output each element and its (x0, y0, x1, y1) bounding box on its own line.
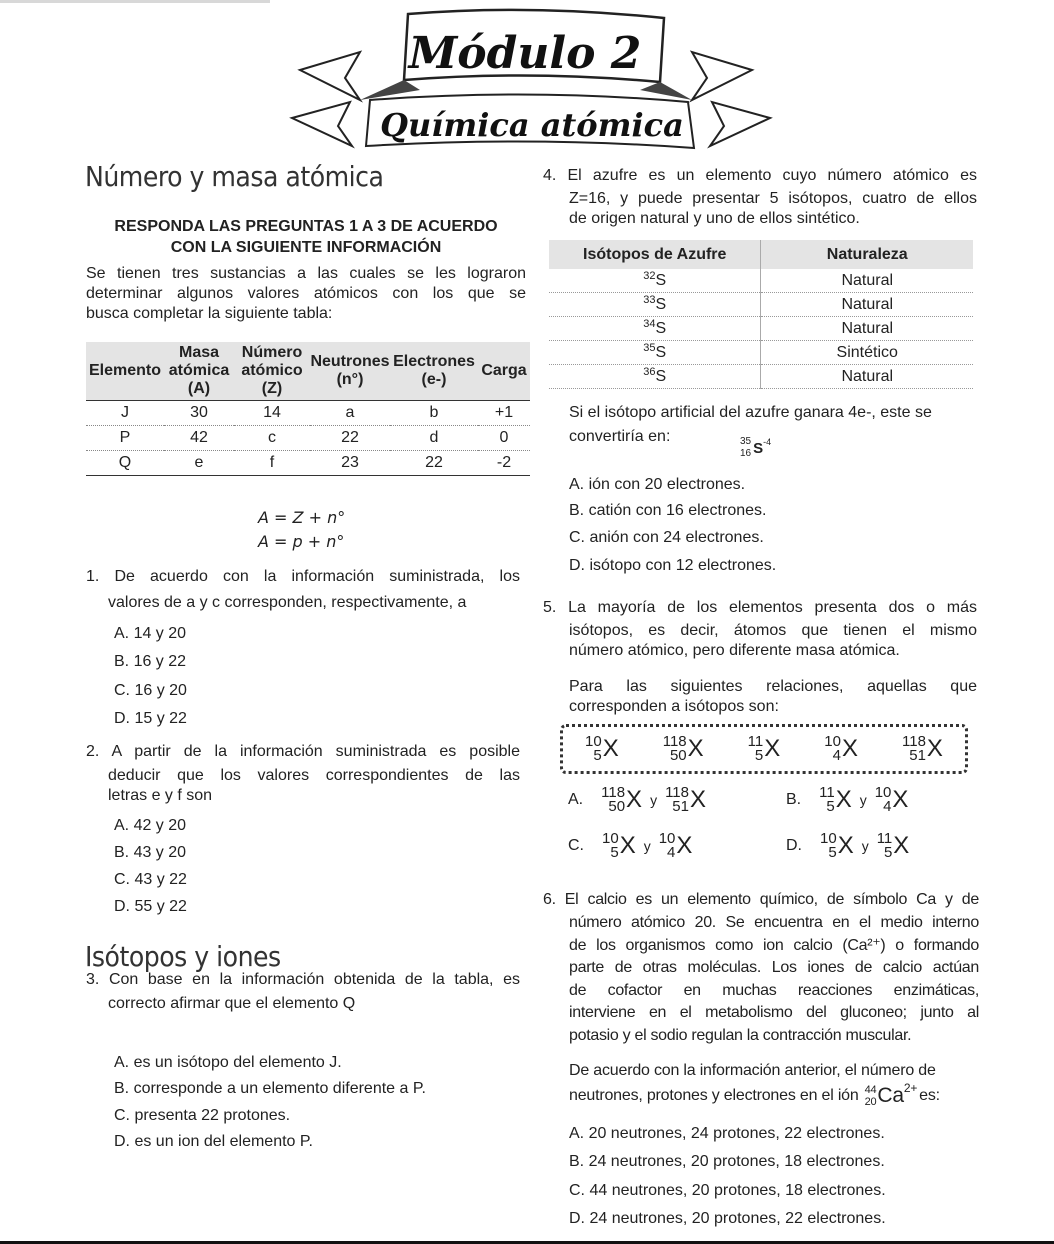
element-table (86, 342, 530, 476)
q3-option-a[interactable]: A. es un isótopo del elemento J. (114, 1054, 342, 1071)
isotope-cell (549, 269, 761, 293)
mass-number: 118 (662, 733, 687, 750)
conjunction: y (643, 838, 651, 854)
ion-charge: 2+ (903, 1081, 918, 1095)
header-line: (Z) (261, 379, 283, 397)
question-stem-line: 3. Con base en la información obtenida de la tabla, es (86, 971, 520, 988)
table-cell: J (86, 400, 164, 425)
atomic-number: 50 (608, 798, 626, 815)
q3-option-b[interactable]: B. corresponde a un elemento diferente a P. (114, 1080, 426, 1097)
header-line: (A) (187, 379, 211, 397)
header-line: (n°) (336, 370, 364, 388)
instruction-line: CON LA SIGUIENTE INFORMACIÓN (170, 239, 442, 256)
q2-option-b[interactable]: B. 43 y 20 (114, 844, 187, 861)
nuclide (820, 832, 854, 860)
question-stem-line: 1. De acuerdo con la información suministrada, los (86, 568, 520, 585)
header-line: Neutrones (310, 352, 390, 370)
table-cell: b (390, 400, 478, 425)
question-3-stem-line2: correcto afirmar que el elemento Q (108, 995, 356, 1012)
intro-paragraph (86, 264, 526, 324)
col-header-nature: Naturaleza (826, 245, 908, 263)
q5-option-d[interactable] (786, 832, 909, 860)
nuclide (824, 735, 858, 763)
element-symbol: X (926, 735, 943, 762)
ion-mass: 35 (740, 436, 752, 447)
question-stem-line: 2. A partir de la información suministrada es posible (86, 743, 520, 760)
mass-number: 10 (585, 733, 602, 750)
question-1-stem-line2: valores de a y c corresponden, respectivamente, a (108, 594, 467, 611)
question-stem-line: Z=16, y puede presentar 5 isótopos, cuatro de ellos (569, 190, 977, 207)
q3-option-c[interactable]: C. presenta 22 protones. (114, 1107, 291, 1124)
q6-option-c[interactable]: C. 44 neutrones, 20 protones, 18 electrones. (569, 1182, 886, 1199)
atomic-number: 5 (826, 798, 835, 815)
mass-number: 10 (820, 830, 837, 847)
nature-cell: Natural (761, 293, 973, 317)
q2-option-d[interactable]: D. 55 y 22 (114, 898, 187, 915)
element-symbol: X (893, 832, 910, 859)
element-symbol: X (764, 735, 781, 762)
col-header-electrones (390, 342, 478, 400)
question-2-stem (108, 766, 520, 806)
table-cell: 0 (478, 425, 530, 450)
q4-question-line1: Si el isótopo artificial del azufre ganara 4e-, este se (569, 404, 932, 421)
table-cell: 42 (164, 425, 234, 450)
q6-question-line1: De acuerdo con la información anterior, el número de (569, 1062, 936, 1079)
mass-number: 10 (658, 830, 676, 847)
question-stem-line: número atómico, pero diferente masa atómica. (569, 642, 900, 659)
question-stem-line: número atómico 20. Se encuentra en el medio interno (569, 914, 979, 931)
q3-option-d[interactable]: D. es un ion del elemento P. (114, 1133, 313, 1150)
question-2 (86, 742, 520, 762)
table-cell: 23 (310, 450, 390, 475)
col-header-elemento: Elemento (86, 342, 164, 400)
table-row (86, 425, 530, 450)
mass-number: 11 (747, 733, 764, 750)
q1-option-c[interactable]: C. 16 y 20 (114, 682, 187, 699)
question-text: es: (919, 1087, 940, 1104)
table-row (549, 317, 973, 341)
question-6 (543, 890, 979, 910)
atomic-number: 51 (672, 798, 689, 815)
atomic-number: 5 (754, 747, 764, 764)
formula-mass-p: A = p + n° (258, 532, 345, 551)
header-line: Masa (178, 343, 220, 361)
nuclide (748, 735, 781, 763)
question-1 (86, 567, 520, 587)
table-cell: d (390, 425, 478, 450)
instruction-heading (86, 216, 526, 258)
element-symbol: X (689, 786, 706, 813)
q2-option-c[interactable]: C. 43 y 22 (114, 871, 187, 888)
conjunction: y (650, 792, 658, 808)
element-symbol: X (835, 786, 852, 813)
instruction-line: RESPONDA LAS PREGUNTAS 1 A 3 DE ACUERDO (114, 218, 498, 235)
nuclide (601, 786, 642, 814)
intro-line: busca completar la siguiente tabla: (86, 305, 333, 322)
ion-symbol: Ca (877, 1084, 904, 1107)
table-cell: f (234, 450, 310, 475)
module-subtitle: Química atómica (380, 106, 684, 144)
isotope-table (549, 240, 973, 389)
nuclide (902, 735, 943, 763)
q1-option-a[interactable]: A. 14 y 20 (114, 625, 187, 642)
mass-number: 36 (643, 365, 656, 378)
col-header-neutrones (310, 342, 390, 400)
element-symbol: X (676, 832, 693, 859)
isotope-cell (549, 341, 761, 365)
col-header-carga: Carga (478, 342, 530, 400)
question-stem-line: 4. El azufre es un elemento cuyo número atómico es (543, 167, 977, 184)
element-symbol: X (837, 832, 854, 859)
mass-number: 35 (643, 341, 656, 354)
table-row (86, 400, 530, 425)
question-stem-line: letras e y f son (108, 787, 213, 804)
option-letter: B. (786, 791, 802, 808)
q6-question-line2 (569, 1081, 940, 1108)
q6-option-d[interactable]: D. 24 neutrones, 20 protones, 22 electrones. (569, 1210, 886, 1227)
conjunction: y (861, 838, 869, 854)
question-stem-line: deducir que los valores correspondientes de las (108, 767, 520, 784)
intro-line: determinar algunos valores atómicos con los que se (86, 285, 526, 302)
header-line: Electrones (393, 352, 475, 370)
nuclide (877, 832, 910, 860)
table-cell: Q (86, 450, 164, 475)
table-row (549, 365, 973, 389)
mass-number: 32 (643, 269, 656, 282)
q4-option-b[interactable]: B. catión con 16 electrones. (569, 502, 767, 519)
intro-line: Se tienen tres sustancias a las cuales se les lograron (86, 265, 526, 282)
sulfur-ion (740, 436, 771, 460)
q4-option-c[interactable]: C. anión con 24 electrones. (569, 529, 764, 546)
header-line: Número (241, 343, 303, 361)
table-row (549, 293, 973, 317)
question-stem-line: de cofactor en muchas reacciones enzimáticas, (569, 981, 979, 999)
isotope-cell (549, 317, 761, 341)
element-symbol: X (626, 786, 643, 813)
question-stem-line: 5. La mayoría de los elementos presenta dos o más (543, 599, 977, 616)
element-symbol: S (655, 295, 667, 313)
isotope-cell (549, 293, 761, 317)
nuclide (875, 786, 909, 814)
question-stem-line: parte de otras moléculas. Los iones de calcio actúan (569, 959, 979, 976)
ion-z: 16 (740, 448, 752, 459)
nuclides-box (560, 724, 968, 774)
q6-option-b[interactable]: B. 24 neutrones, 20 protones, 18 electrones. (569, 1153, 885, 1170)
q1-option-d[interactable]: D. 15 y 22 (114, 710, 187, 727)
table-cell: c (234, 425, 310, 450)
atomic-number: 5 (828, 844, 837, 861)
table-cell: e (164, 450, 234, 475)
table-cell: 22 (310, 425, 390, 450)
mass-number: 34 (643, 317, 656, 330)
mass-number: 118 (665, 784, 689, 801)
table-row (549, 269, 973, 293)
question-stem-line: de los organismos como ion calcio (Ca²⁺) o formando (569, 936, 979, 954)
col-header-isotopes: Isótopos de Azufre (549, 240, 761, 269)
table-cell: 14 (234, 400, 310, 425)
ion-numbers (865, 1084, 877, 1108)
table-row (86, 450, 530, 475)
question-sub-line: Para las siguientes relaciones, aquellas que (569, 678, 977, 695)
nuclide (659, 832, 693, 860)
nature-cell: Natural (761, 317, 973, 341)
question-5-sub (569, 677, 977, 717)
table-cell: 22 (390, 450, 478, 475)
q4-option-d[interactable]: D. isótopo con 12 electrones. (569, 557, 777, 574)
atomic-number: 5 (883, 844, 893, 861)
q4-question-line2: convertiría en: (569, 428, 671, 445)
nuclide (819, 786, 852, 814)
question-stem-line: de origen natural y uno de ellos sintético. (569, 210, 860, 227)
table-cell: +1 (478, 400, 530, 425)
atomic-number: 4 (883, 798, 892, 815)
ion-symbol: S (753, 439, 764, 457)
module-title: Módulo 2 (408, 28, 642, 79)
element-symbol: X (687, 735, 704, 762)
element-symbol: S (655, 367, 667, 385)
ion-numbers (740, 436, 751, 460)
nuclide (663, 735, 704, 763)
q4-option-a[interactable]: A. ión con 20 electrones. (569, 476, 746, 493)
header-line: (e-) (421, 370, 447, 388)
atomic-number: 4 (667, 844, 676, 861)
option-letter: A. (568, 791, 584, 808)
question-5 (543, 598, 977, 618)
question-6-stem (569, 912, 979, 1047)
question-4-stem (569, 189, 977, 229)
atomic-number: 51 (909, 747, 926, 764)
table-row (549, 341, 973, 365)
question-stem-line: 6. El calcio es un elemento químico, de símbolo Ca y de (543, 891, 979, 908)
atomic-number: 5 (593, 747, 602, 764)
mass-number: 11 (876, 830, 893, 847)
element-symbol: X (841, 735, 858, 762)
header-line: atómico (241, 361, 303, 379)
table-cell: a (310, 400, 390, 425)
table-cell: 30 (164, 400, 234, 425)
ion-z: 20 (864, 1096, 877, 1108)
col-header-masa (164, 342, 234, 400)
conjunction: y (859, 792, 867, 808)
mass-number: 10 (874, 784, 892, 801)
mass-number: 118 (902, 733, 926, 750)
element-symbol: X (602, 735, 619, 762)
mass-number: 11 (819, 784, 835, 801)
q1-option-b[interactable]: B. 16 y 22 (114, 653, 187, 670)
element-symbol: X (619, 832, 636, 859)
question-5-stem (569, 621, 977, 661)
q5-option-c[interactable] (568, 832, 692, 860)
mass-number: 10 (824, 733, 841, 750)
question-text: neutrones, protones y electrones en el ión (569, 1087, 859, 1104)
option-letter: D. (786, 837, 802, 854)
ion-mass: 44 (864, 1084, 877, 1096)
col-header-numero (234, 342, 310, 400)
q6-option-a[interactable]: A. 20 neutrones, 24 protones, 22 electrones. (569, 1125, 885, 1142)
question-stem-line: interviene en el metabolismo del gluconeo; junto al (569, 1004, 979, 1021)
question-stem-line: potasio y el sodio regulan la contracción muscular. (569, 1026, 912, 1044)
mass-number: 33 (643, 293, 656, 306)
element-symbol: X (892, 786, 909, 813)
option-letter: C. (568, 837, 584, 854)
element-symbol: S (655, 271, 667, 289)
atomic-number: 50 (669, 747, 687, 764)
atomic-number: 5 (610, 844, 619, 861)
nature-cell: Sintético (761, 341, 973, 365)
nuclide (602, 832, 636, 860)
isotope-cell (549, 365, 761, 389)
q5-option-b[interactable] (786, 786, 908, 814)
mass-number: 118 (601, 784, 626, 801)
formula-mass-z: A = Z + n° (258, 508, 346, 527)
section-title-number-mass: Número y masa atómica (85, 160, 384, 193)
question-3 (86, 970, 520, 990)
table-cell: -2 (478, 450, 530, 475)
question-stem-line: isótopos, es decir, átomos que tienen el mismo (569, 622, 977, 639)
table-cell: P (86, 425, 164, 450)
question-sub-line: corresponden a isótopos son: (569, 698, 779, 715)
atomic-number: 4 (832, 747, 841, 764)
nuclide (665, 786, 706, 814)
header-line: atómica (168, 361, 230, 379)
calcium-ion (864, 1081, 918, 1108)
nature-cell: Natural (761, 269, 973, 293)
element-symbol: S (655, 343, 667, 361)
q2-option-a[interactable]: A. 42 y 20 (114, 817, 187, 834)
mass-number: 10 (602, 830, 619, 847)
ion-charge: -4 (763, 437, 772, 447)
q5-option-a[interactable] (568, 786, 706, 814)
section-title-isotopes: Isótopos y iones (85, 940, 281, 973)
question-4 (543, 166, 977, 186)
element-symbol: S (655, 319, 667, 337)
nature-cell: Natural (761, 365, 973, 389)
nuclide (585, 735, 619, 763)
